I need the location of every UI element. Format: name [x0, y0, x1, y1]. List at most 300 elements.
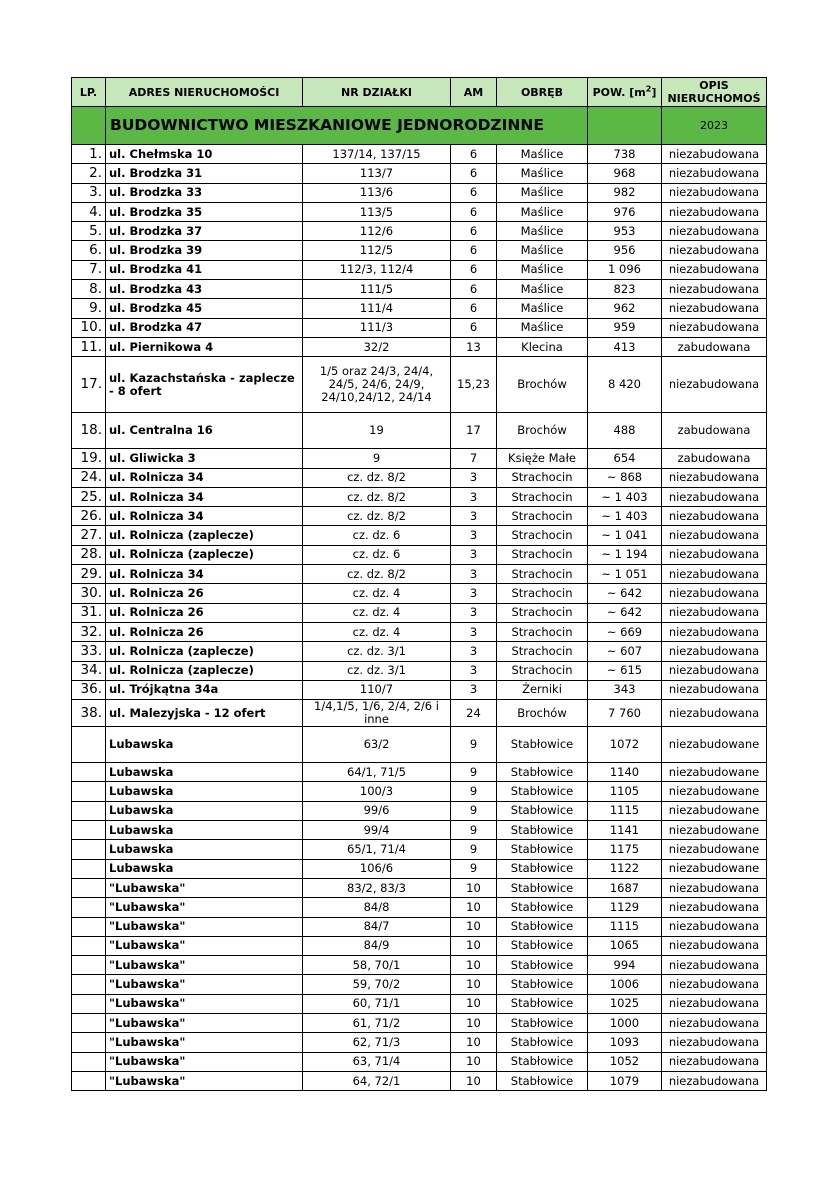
- row-address: "Lubawska": [106, 1013, 303, 1032]
- row-lp: 27.: [72, 526, 106, 545]
- row-description: niezabudowana: [662, 584, 767, 603]
- row-plot-number: 58, 70/1: [303, 956, 451, 975]
- table-row: [72, 1013, 767, 1032]
- row-plot-number: 19: [303, 413, 451, 449]
- table-row: [72, 1071, 767, 1090]
- row-am: 3: [451, 622, 497, 641]
- row-plot-number: cz. dz. 6: [303, 526, 451, 545]
- row-area: 1115: [588, 917, 662, 936]
- row-address: ul. Rolnicza 34: [106, 507, 303, 526]
- row-address: ul. Gliwicka 3: [106, 449, 303, 468]
- row-description: zabudowana: [662, 413, 767, 449]
- row-lp: 36.: [72, 680, 106, 699]
- row-lp: [72, 821, 106, 840]
- row-precinct: Strachocin: [497, 507, 588, 526]
- row-precinct: Maślice: [497, 260, 588, 279]
- row-area: 1175: [588, 840, 662, 859]
- table-row: [72, 241, 767, 260]
- row-area: 1105: [588, 782, 662, 801]
- table-row: [72, 680, 767, 699]
- row-plot-number: 113/7: [303, 164, 451, 183]
- row-precinct: Stabłowice: [497, 1071, 588, 1090]
- row-plot-number: 63, 71/4: [303, 1052, 451, 1071]
- table-row: [72, 878, 767, 897]
- row-precinct: Stabłowice: [497, 727, 588, 763]
- row-lp: [72, 840, 106, 859]
- row-am: 6: [451, 164, 497, 183]
- row-area: 994: [588, 956, 662, 975]
- row-area: 488: [588, 413, 662, 449]
- row-plot-number: 106/6: [303, 859, 451, 878]
- row-area: 654: [588, 449, 662, 468]
- row-address: "Lubawska": [106, 1052, 303, 1071]
- row-area: ~ 669: [588, 622, 662, 641]
- row-area: ~ 1 051: [588, 565, 662, 584]
- row-plot-number: 1/5 oraz 24/3, 24/4, 24/5, 24/6, 24/9, 24/10,24/12, 24/14: [303, 357, 451, 413]
- row-plot-number: cz. dz. 8/2: [303, 507, 451, 526]
- row-lp: 18.: [72, 413, 106, 449]
- row-am: 10: [451, 956, 497, 975]
- row-address: ul. Rolnicza (zaplecze): [106, 526, 303, 545]
- row-address: Lubawska: [106, 840, 303, 859]
- row-address: ul. Rolnicza (zaplecze): [106, 642, 303, 661]
- row-description: niezabudowana: [662, 299, 767, 318]
- row-description: niezabudowana: [662, 145, 767, 164]
- row-address: ul. Centralna 16: [106, 413, 303, 449]
- row-lp: 11.: [72, 337, 106, 356]
- row-am: 3: [451, 565, 497, 584]
- row-am: 17: [451, 413, 497, 449]
- row-plot-number: 1/4,1/5, 1/6, 2/4, 2/6 i inne: [303, 700, 451, 727]
- row-area: 953: [588, 222, 662, 241]
- row-lp: 33.: [72, 642, 106, 661]
- row-precinct: Strachocin: [497, 622, 588, 641]
- row-description: niezabudowana: [662, 917, 767, 936]
- row-precinct: Stabłowice: [497, 801, 588, 820]
- row-am: 10: [451, 994, 497, 1013]
- table-row: [72, 183, 767, 202]
- row-precinct: Stabłowice: [497, 763, 588, 782]
- row-plot-number: 112/3, 112/4: [303, 260, 451, 279]
- row-precinct: Księże Małe: [497, 449, 588, 468]
- row-description: niezabudowana: [662, 565, 767, 584]
- row-lp: [72, 801, 106, 820]
- row-description: niezabudowana: [662, 526, 767, 545]
- row-address: ul. Brodzka 39: [106, 241, 303, 260]
- row-am: 6: [451, 318, 497, 337]
- row-lp: 5.: [72, 222, 106, 241]
- row-am: 6: [451, 260, 497, 279]
- table-row: [72, 936, 767, 955]
- row-lp: 28.: [72, 545, 106, 564]
- row-area: ~ 1 403: [588, 487, 662, 506]
- row-lp: [72, 975, 106, 994]
- row-precinct: Stabłowice: [497, 1013, 588, 1032]
- row-area: 982: [588, 183, 662, 202]
- row-precinct: Stabłowice: [497, 1052, 588, 1071]
- row-am: 10: [451, 1071, 497, 1090]
- table-row: [72, 318, 767, 337]
- row-lp: [72, 1033, 106, 1052]
- row-lp: 8.: [72, 280, 106, 299]
- row-am: 3: [451, 468, 497, 487]
- row-area: ~ 607: [588, 642, 662, 661]
- row-lp: 30.: [72, 584, 106, 603]
- row-description: niezabudowana: [662, 1033, 767, 1052]
- row-am: 6: [451, 241, 497, 260]
- table-row: [72, 565, 767, 584]
- row-plot-number: 64, 72/1: [303, 1071, 451, 1090]
- row-am: 10: [451, 878, 497, 897]
- row-area: 1065: [588, 936, 662, 955]
- row-lp: [72, 727, 106, 763]
- row-plot-number: 111/4: [303, 299, 451, 318]
- row-area: 1072: [588, 727, 662, 763]
- row-address: ul. Rolnicza 26: [106, 603, 303, 622]
- row-area: 1006: [588, 975, 662, 994]
- table-row: [72, 584, 767, 603]
- row-description: niezabudowana: [662, 164, 767, 183]
- row-description: niezabudowana: [662, 994, 767, 1013]
- row-description: niezabudowana: [662, 680, 767, 699]
- row-precinct: Maślice: [497, 318, 588, 337]
- row-description: niezabudowane: [662, 840, 767, 859]
- row-address: ul. Rolnicza 26: [106, 622, 303, 641]
- row-am: 3: [451, 526, 497, 545]
- row-lp: 9.: [72, 299, 106, 318]
- table-row: [72, 545, 767, 564]
- row-area: ~ 1 403: [588, 507, 662, 526]
- row-description: niezabudowane: [662, 763, 767, 782]
- row-description: niezabudowana: [662, 622, 767, 641]
- row-lp: 25.: [72, 487, 106, 506]
- row-area: 1122: [588, 859, 662, 878]
- row-address: "Lubawska": [106, 975, 303, 994]
- table-row: [72, 763, 767, 782]
- row-address: ul. Malezyjska - 12 ofert: [106, 700, 303, 727]
- row-area: 1687: [588, 878, 662, 897]
- row-area: 956: [588, 241, 662, 260]
- row-am: 10: [451, 1052, 497, 1071]
- row-precinct: Żerniki: [497, 680, 588, 699]
- row-am: 3: [451, 584, 497, 603]
- header-description: OPIS NIERUCHOMOŚ: [662, 78, 767, 107]
- row-address: "Lubawska": [106, 878, 303, 897]
- table-row: [72, 526, 767, 545]
- row-lp: 3.: [72, 183, 106, 202]
- row-address: ul. Brodzka 41: [106, 260, 303, 279]
- row-lp: [72, 994, 106, 1013]
- row-lp: 19.: [72, 449, 106, 468]
- row-lp: 10.: [72, 318, 106, 337]
- row-am: 6: [451, 183, 497, 202]
- row-description: zabudowana: [662, 449, 767, 468]
- row-address: ul. Rolnicza 34: [106, 565, 303, 584]
- table-row: [72, 917, 767, 936]
- row-precinct: Strachocin: [497, 661, 588, 680]
- row-address: "Lubawska": [106, 994, 303, 1013]
- row-description: niezabudowana: [662, 1013, 767, 1032]
- row-description: niezabudowana: [662, 487, 767, 506]
- row-am: 9: [451, 727, 497, 763]
- row-area: ~ 615: [588, 661, 662, 680]
- row-precinct: Stabłowice: [497, 994, 588, 1013]
- row-lp: [72, 898, 106, 917]
- row-lp: 32.: [72, 622, 106, 641]
- header-address: ADRES NIERUCHOMOŚCI: [106, 78, 303, 107]
- row-lp: 7.: [72, 260, 106, 279]
- row-address: ul. Brodzka 31: [106, 164, 303, 183]
- row-am: 10: [451, 1013, 497, 1032]
- table-row: [72, 700, 767, 727]
- row-plot-number: 100/3: [303, 782, 451, 801]
- row-am: 9: [451, 859, 497, 878]
- row-description: niezabudowana: [662, 545, 767, 564]
- header-am: AM: [451, 78, 497, 107]
- table-row: [72, 260, 767, 279]
- row-address: ul. Rolnicza 34: [106, 487, 303, 506]
- row-plot-number: 113/5: [303, 202, 451, 221]
- row-precinct: Strachocin: [497, 526, 588, 545]
- table-row: [72, 1052, 767, 1071]
- row-am: 10: [451, 917, 497, 936]
- row-precinct: Stabłowice: [497, 821, 588, 840]
- row-precinct: Strachocin: [497, 565, 588, 584]
- row-description: niezabudowana: [662, 700, 767, 727]
- table-row: [72, 487, 767, 506]
- row-precinct: Maślice: [497, 164, 588, 183]
- row-am: 3: [451, 487, 497, 506]
- row-plot-number: 99/4: [303, 821, 451, 840]
- row-description: niezabudowana: [662, 642, 767, 661]
- row-am: 10: [451, 975, 497, 994]
- row-address: ul. Brodzka 35: [106, 202, 303, 221]
- row-address: "Lubawska": [106, 936, 303, 955]
- row-plot-number: 63/2: [303, 727, 451, 763]
- row-am: 7: [451, 449, 497, 468]
- row-plot-number: 112/5: [303, 241, 451, 260]
- row-address: Lubawska: [106, 763, 303, 782]
- row-am: 3: [451, 680, 497, 699]
- section-row: [72, 107, 767, 145]
- row-plot-number: cz. dz. 4: [303, 603, 451, 622]
- row-address: ul. Rolnicza 34: [106, 468, 303, 487]
- table-row: [72, 164, 767, 183]
- row-plot-number: 64/1, 71/5: [303, 763, 451, 782]
- row-precinct: Strachocin: [497, 584, 588, 603]
- row-plot-number: 61, 71/2: [303, 1013, 451, 1032]
- row-address: Lubawska: [106, 727, 303, 763]
- row-plot-number: cz. dz. 3/1: [303, 642, 451, 661]
- row-am: 15,23: [451, 357, 497, 413]
- row-description: niezabudowana: [662, 241, 767, 260]
- row-lp: [72, 956, 106, 975]
- row-area: 1 096: [588, 260, 662, 279]
- row-precinct: Brochów: [497, 357, 588, 413]
- row-lp: 2.: [72, 164, 106, 183]
- row-lp: 1.: [72, 145, 106, 164]
- row-precinct: Stabłowice: [497, 782, 588, 801]
- row-address: "Lubawska": [106, 917, 303, 936]
- table-row: [72, 782, 767, 801]
- row-am: 6: [451, 222, 497, 241]
- row-precinct: Strachocin: [497, 468, 588, 487]
- table-row: [72, 622, 767, 641]
- row-precinct: Strachocin: [497, 545, 588, 564]
- table-row: [72, 202, 767, 221]
- row-address: "Lubawska": [106, 898, 303, 917]
- row-plot-number: 112/6: [303, 222, 451, 241]
- row-am: 3: [451, 661, 497, 680]
- header-plot-number: NR DZIAŁKI: [303, 78, 451, 107]
- row-am: 3: [451, 642, 497, 661]
- row-plot-number: 60, 71/1: [303, 994, 451, 1013]
- row-description: niezabudowana: [662, 1071, 767, 1090]
- row-am: 3: [451, 603, 497, 622]
- row-plot-number: 84/9: [303, 936, 451, 955]
- row-address: "Lubawska": [106, 1033, 303, 1052]
- row-precinct: Stabłowice: [497, 936, 588, 955]
- row-lp: [72, 859, 106, 878]
- table-row: [72, 840, 767, 859]
- row-address: ul. Rolnicza (zaplecze): [106, 545, 303, 564]
- row-plot-number: 99/6: [303, 801, 451, 820]
- row-area: 976: [588, 202, 662, 221]
- header-lp: LP.: [72, 78, 106, 107]
- row-plot-number: 110/7: [303, 680, 451, 699]
- row-area: 959: [588, 318, 662, 337]
- table-row: [72, 449, 767, 468]
- row-precinct: Maślice: [497, 280, 588, 299]
- row-address: ul. Kazachstańska - zaplecze - 8 ofert: [106, 357, 303, 413]
- row-plot-number: 113/6: [303, 183, 451, 202]
- row-description: niezabudowana: [662, 661, 767, 680]
- row-description: niezabudowane: [662, 821, 767, 840]
- row-address: ul. Trójkątna 34a: [106, 680, 303, 699]
- row-address: Lubawska: [106, 821, 303, 840]
- row-description: niezabudowana: [662, 956, 767, 975]
- table-row: [72, 661, 767, 680]
- row-description: niezabudowana: [662, 468, 767, 487]
- row-am: 9: [451, 821, 497, 840]
- row-area: 1141: [588, 821, 662, 840]
- row-description: niezabudowane: [662, 801, 767, 820]
- row-area: ~ 868: [588, 468, 662, 487]
- row-lp: [72, 878, 106, 897]
- row-area: 962: [588, 299, 662, 318]
- row-precinct: Maślice: [497, 241, 588, 260]
- row-area: 1079: [588, 1071, 662, 1090]
- row-description: niezabudowana: [662, 183, 767, 202]
- row-area: 738: [588, 145, 662, 164]
- row-plot-number: cz. dz. 6: [303, 545, 451, 564]
- row-am: 10: [451, 1033, 497, 1052]
- section-area-cell: [588, 107, 662, 145]
- row-area: 1052: [588, 1052, 662, 1071]
- row-plot-number: cz. dz. 3/1: [303, 661, 451, 680]
- row-am: 6: [451, 280, 497, 299]
- row-area: 1000: [588, 1013, 662, 1032]
- row-address: ul. Brodzka 33: [106, 183, 303, 202]
- row-area: 1115: [588, 801, 662, 820]
- row-lp: [72, 1052, 106, 1071]
- row-am: 13: [451, 337, 497, 356]
- row-lp: 17.: [72, 357, 106, 413]
- table-row: [72, 801, 767, 820]
- table-row: [72, 337, 767, 356]
- header-area: [588, 78, 662, 107]
- row-plot-number: 84/8: [303, 898, 451, 917]
- row-precinct: Stabłowice: [497, 917, 588, 936]
- row-precinct: Strachocin: [497, 642, 588, 661]
- row-address: ul. Brodzka 45: [106, 299, 303, 318]
- row-area: ~ 1 194: [588, 545, 662, 564]
- header-area-suffix: ]: [651, 85, 657, 99]
- row-description: niezabudowane: [662, 782, 767, 801]
- row-address: Lubawska: [106, 859, 303, 878]
- row-lp: [72, 782, 106, 801]
- row-precinct: Stabłowice: [497, 956, 588, 975]
- row-precinct: Stabłowice: [497, 840, 588, 859]
- row-description: niezabudowana: [662, 975, 767, 994]
- row-lp: 4.: [72, 202, 106, 221]
- header-area-prefix: POW. [m: [592, 85, 646, 99]
- row-precinct: Maślice: [497, 222, 588, 241]
- row-am: 9: [451, 801, 497, 820]
- row-precinct: Stabłowice: [497, 1033, 588, 1052]
- row-precinct: Maślice: [497, 183, 588, 202]
- table-row: [72, 357, 767, 413]
- row-precinct: Stabłowice: [497, 898, 588, 917]
- row-area: 8 420: [588, 357, 662, 413]
- row-description: niezabudowana: [662, 507, 767, 526]
- row-lp: 6.: [72, 241, 106, 260]
- row-address: ul. Brodzka 37: [106, 222, 303, 241]
- row-plot-number: cz. dz. 4: [303, 622, 451, 641]
- row-am: 9: [451, 840, 497, 859]
- row-description: niezabudowane: [662, 859, 767, 878]
- row-area: ~ 642: [588, 584, 662, 603]
- row-area: 1140: [588, 763, 662, 782]
- row-description: niezabudowana: [662, 1052, 767, 1071]
- row-plot-number: 62, 71/3: [303, 1033, 451, 1052]
- row-lp: [72, 1071, 106, 1090]
- row-precinct: Strachocin: [497, 603, 588, 622]
- row-precinct: Brochów: [497, 700, 588, 727]
- row-am: 9: [451, 782, 497, 801]
- table-row: [72, 727, 767, 763]
- row-address: Lubawska: [106, 801, 303, 820]
- table-row: [72, 975, 767, 994]
- table-row: [72, 280, 767, 299]
- row-address: ul. Chełmska 10: [106, 145, 303, 164]
- row-lp: 29.: [72, 565, 106, 584]
- row-area: ~ 642: [588, 603, 662, 622]
- row-lp: 24.: [72, 468, 106, 487]
- row-lp: 31.: [72, 603, 106, 622]
- header-precinct: OBRĘB: [497, 78, 588, 107]
- row-plot-number: 32/2: [303, 337, 451, 356]
- row-precinct: Maślice: [497, 202, 588, 221]
- row-plot-number: cz. dz. 4: [303, 584, 451, 603]
- row-lp: [72, 763, 106, 782]
- section-title: BUDOWNICTWO MIESZKANIOWE JEDNORODZINNE: [106, 107, 588, 145]
- row-plot-number: cz. dz. 8/2: [303, 487, 451, 506]
- table-row: [72, 222, 767, 241]
- row-am: 3: [451, 507, 497, 526]
- row-am: 10: [451, 936, 497, 955]
- row-area: ~ 1 041: [588, 526, 662, 545]
